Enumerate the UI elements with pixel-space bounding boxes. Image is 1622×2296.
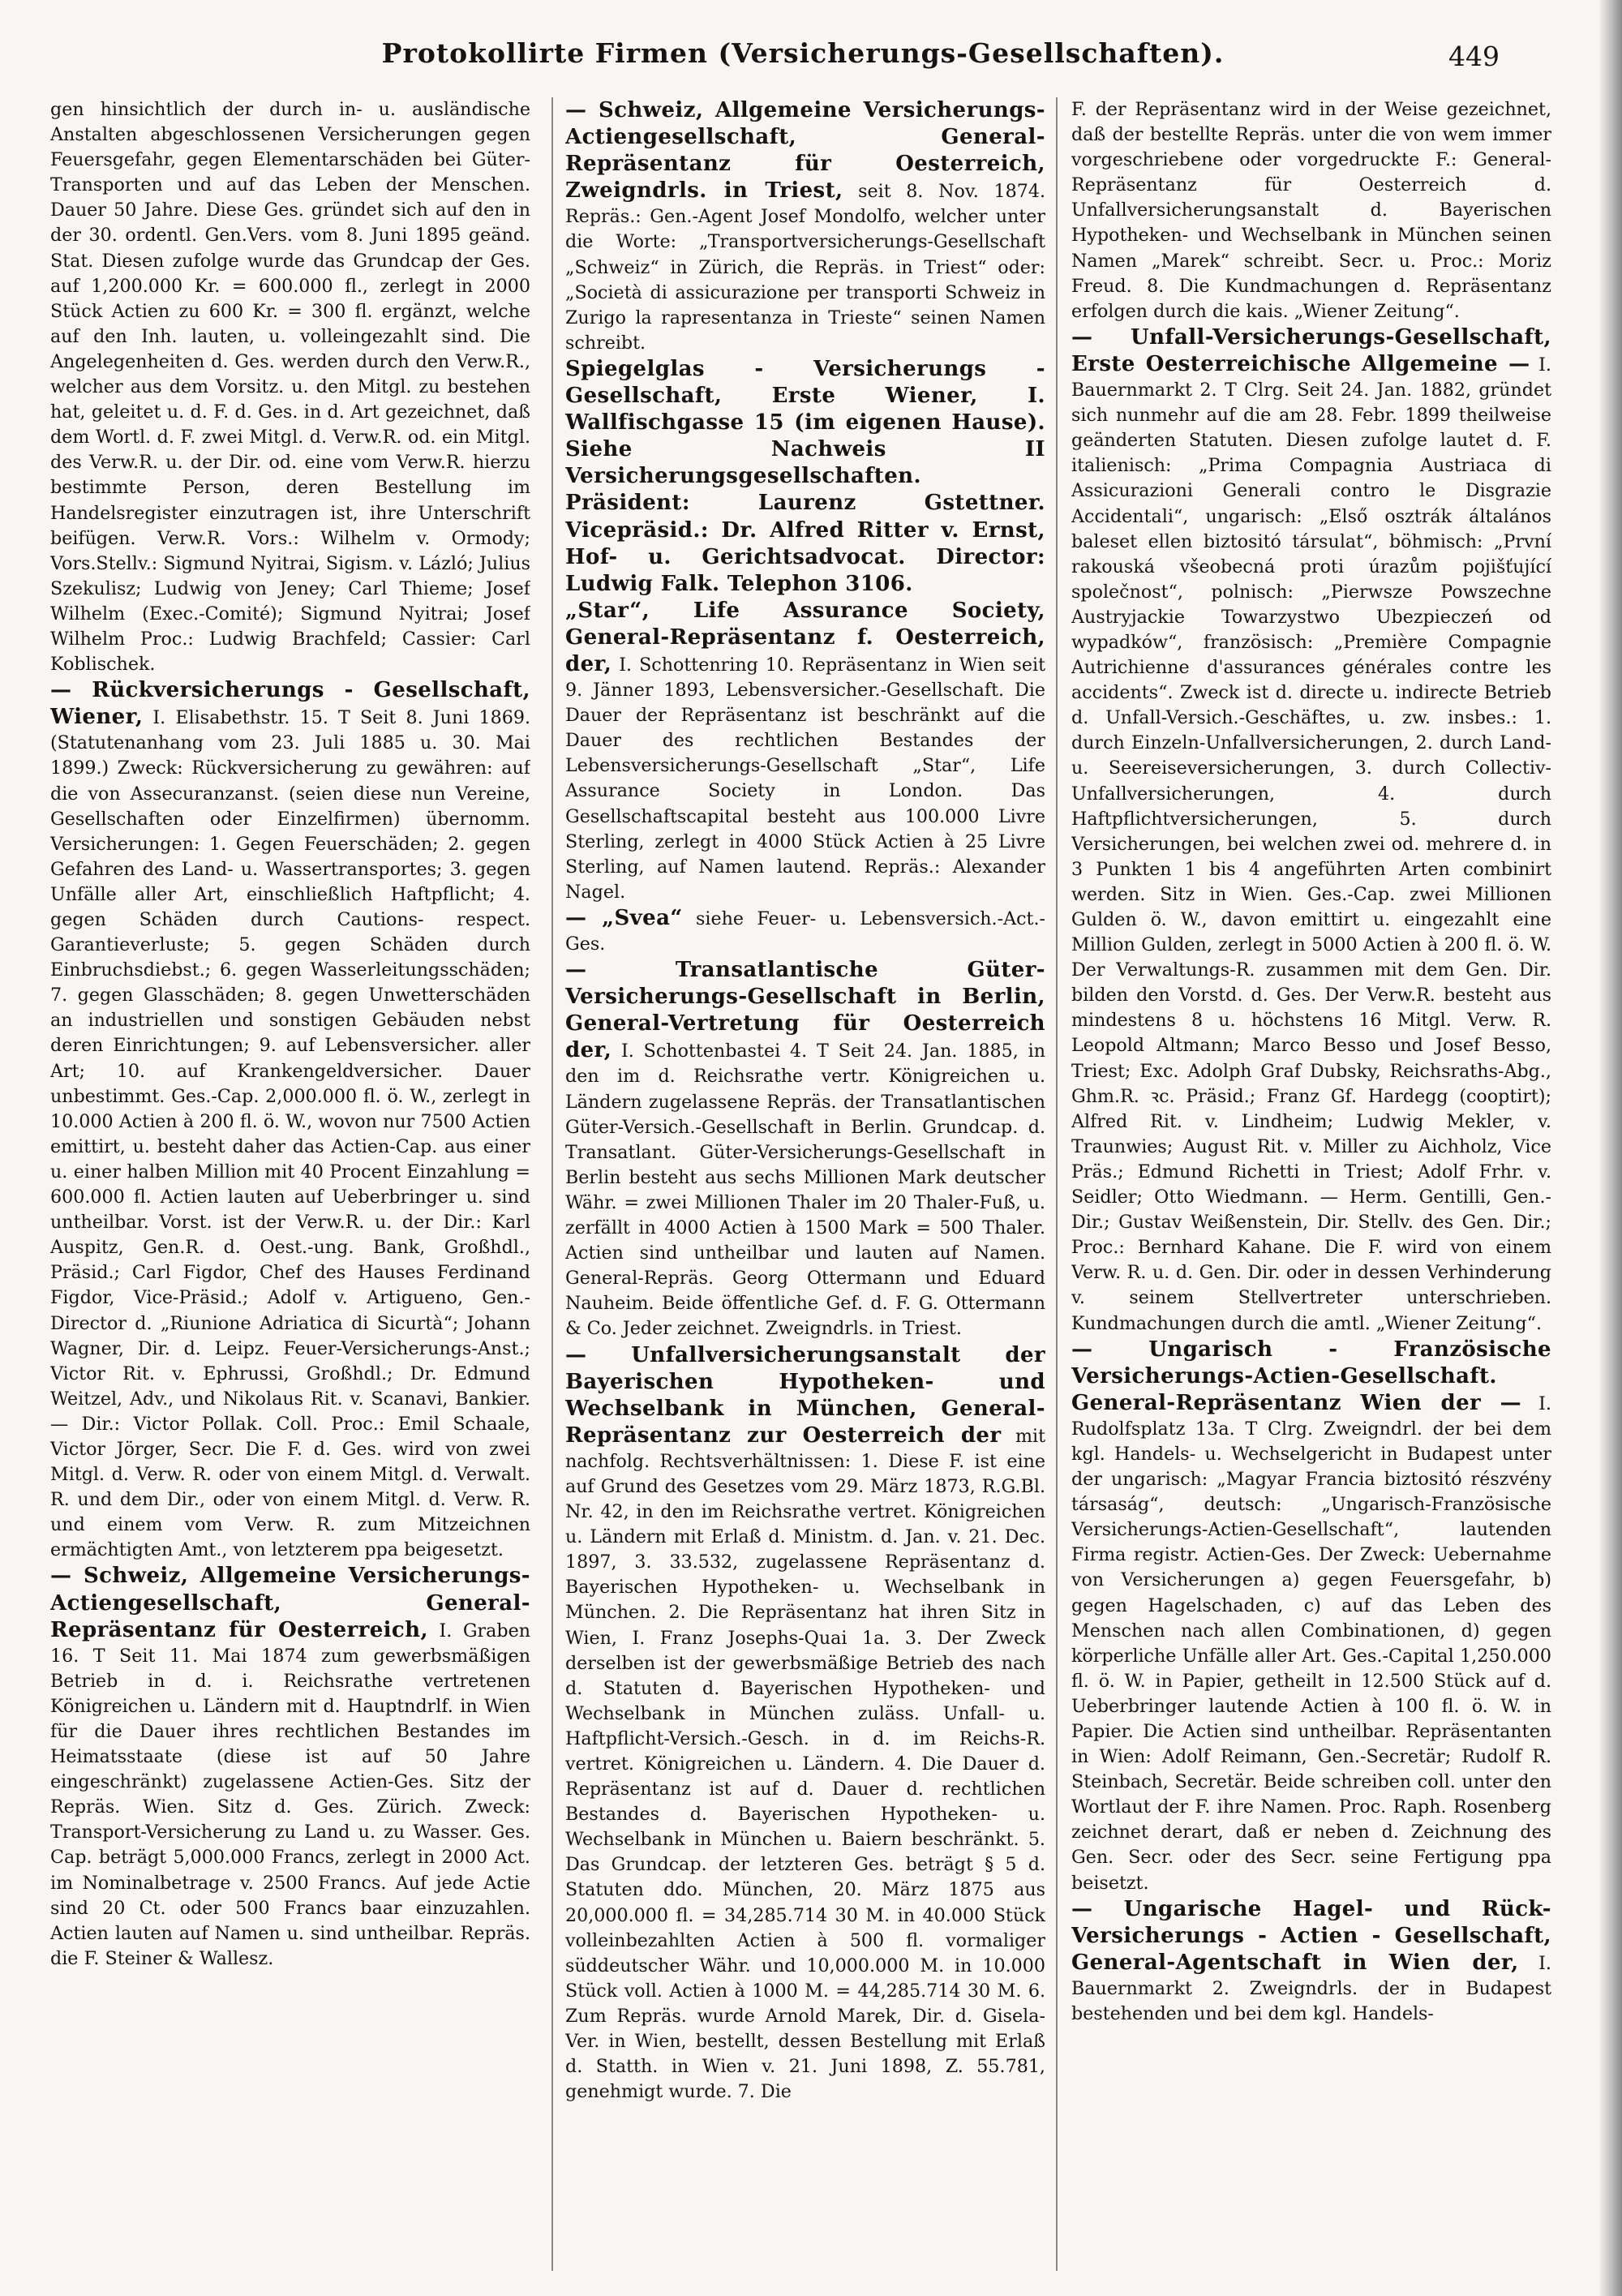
firm-name: — Unfall-Versicherungs-Gesellschaft, Erste Oesterreichische Allgemeine — (1071, 324, 1551, 376)
firm-entry (50, 677, 530, 1563)
firm-name: — Ungarische Hagel- und Rück-Versicherungs - Actien - Gesellschaft, General-Agentschaft in Wien der, (1071, 1896, 1551, 1975)
firm-details: mit nachfolg. Rechtsverhältnissen: 1. Diese F. ist eine auf Grund des Gesetzes vom 29. März 1873, R.G.Bl. Nr. 42, in den im Reichsrathe vertret. Königreichen u. Ländern mit Erlaß d. Ministm. d. Jan. v. 21. Dec. 1897, 3. 33.532, zugelassene Repräsentanz d. Bayerischen Hypotheken- u. Wechselbank in München. 2. Die Repräsentanz hat ihren Sitz in Wien, I. Franz Josephs-Quai 1a. 3. Der Zweck derselben ist der gewerbsmäßige Betrieb des nach d. Statuten d. Bayerischen Hypotheken- und Wechselbank in München zuläss. Unfall- u. Haftpflicht-Versich.-Gesch. in d. im Reichs-R. vertret. Königreichen u. Ländern. 4. Die Dauer d. Repräsentanz ist auf d. Dauer d. rechtlichen Bestandes d. Bayerischen Hypotheken- u. Wechselbank in München u. Baiern beschränkt. 5. Das Grundcap. der letzteren Ges. beträgt § 5 d. Statuten ddo. München, 20. März 1875 aus 20,000.000 fl. = 34,285.714 30 M. in 40.000 Stück volleinbezahlten Actien à 500 fl. vormaliger süddeutscher Währ. und 10,000.000 M. in 10.000 Stück voll. Actien à 1000 M. = 44,285.714 30 M. 6. Zum Repräs. wurde Arnold Marek, Dir. d. Gisela-Ver. in Wien, bestellt, dessen Bestellung mit Erlaß d. Statth. in Wien v. 21. Juni 1898, Z. 55.781, genehmigt wurde. 7. Die (565, 1425, 1045, 2103)
page-number: 449 (1448, 41, 1500, 72)
firm-name: — Ungarisch - Französische Versicherungs-Actien-Gesellschaft. General-Repräsentanz Wien der — (1071, 1337, 1551, 1415)
firm-name: — „Svea“ (565, 905, 683, 930)
firm-entry (50, 1563, 530, 1972)
page-edge-shadow (1599, 0, 1622, 2296)
page-header: Protokollirte Firmen (Versicherungs-Gesellschaften). (381, 37, 1225, 69)
firm-entry (1071, 1337, 1551, 1896)
firm-name: — Schweiz, Allgemeine Versicherungs-Actiengesellschaft, General-Repräsentanz für Oesterreich, Zweigndrls. in Triest, (565, 98, 1045, 204)
firm-details: I. Bauernmarkt 2. Zweigndrls. der in Budapest bestehenden und bei dem kgl. Handels- (1071, 1952, 1551, 2025)
firm-name: — Rückversicherungs - Gesellschaft, Wiener, (50, 678, 530, 730)
firm-details: I. Schottenbastei 4. T Seit 24. Jan. 1885, in den im d. Reichsrathe vertr. Königreichen u. Ländern zugelassene Repräs. der Transatlantischen Güter-Versich.-Gesellschaft in Berlin. Grundcap. d. Transatlant. Güter-Versicherungs-Gesellschaft in Berlin besteht aus sechs Millionen Mark deutscher Währ. = zwei Millionen Thaler im 20 Thaler-Fuß, u. zerfällt in 4000 Actien à 1500 Mark = 500 Thaler. Actien sind untheilbar und lauten auf Namen. General-Repräs. Georg Ottermann und Eduard Nauheim. Beide öffentliche Gef. d. F. G. Ottermann & Co. Jeder zeichnet. Zweigndrls. in Triest. (565, 1041, 1045, 1340)
firm-entry (565, 957, 1045, 1341)
column-middle (565, 97, 1045, 2279)
firm-name: — Schweiz, Allgemeine Versicherungs-Actiengesellschaft, General-Repräsentanz für Oesterreich, (50, 1564, 530, 1642)
firm-entry (1071, 1896, 1551, 2027)
firm-entry (565, 905, 1045, 957)
firm-name: Spiegelglas - Versicherungs - Gesellschaft, Erste Wiener, I. Wallfischgasse 15 (im eigenen Hause). Siehe Nachweis II Versicherungsgesellschaften. Präsident: Laurenz Gstettner. Vicepräsid.: Dr. Alfred Ritter v. Ernst, Hof- u. Gerichtsadvocat. Director: Ludwig Falk. Telephon 3106. (565, 356, 1045, 596)
column-rule (551, 97, 553, 2271)
firm-entry (1071, 324, 1551, 1337)
firm-details: I. Rudolfsplatz 13a. T Clrg. Zweigndrl. der bei dem kgl. Handels- u. Wechselgericht in Budapest unter der ungarisch: „Magyar Francia biztositó részvény társaság“, deutsch: „Ungarisch-Französische Versicherungs-Actien-Gesellschaft“, lautenden Firma registr. Actien-Ges. Der Zweck: Uebernahme von Versicherungen a) gegen Feuersgefahr, b) gegen Hagelschaden, c) auf das Leben des Menschen nach allen Combinationen, d) gegen körperliche Unfälle aller Art. Ges.-Capital 1,250.000 fl. ö. W. in Papier, getheilt in 12.500 Stück auf d. Ueberbringer lautende Actien à 100 fl. ö. W. in Papier. Die Actien sind untheilbar. Repräsentanten in Wien: Adolf Reimann, Gen.-Secretär; Rudolf R. Steinbach, Secretär. Beide schreiben coll. unter den Wortlaut der F. ihre Namen. Proc. Raph. Rosenberg zeichnet derart, daß er neben d. Zeichnung des Gen. Secr. oder des Secr. seine Fertigung ppa beisetzt. (1071, 1393, 1551, 1894)
firm-name: — Unfallversicherungsanstalt der Bayerischen Hypotheken- und Wechselbank in München, General-Repräsentanz zur Oesterreich der (565, 1342, 1045, 1448)
column-rule (1056, 97, 1058, 2271)
firm-name: „Star“, Life Assurance Society, General-Repräsentanz f. Oesterreich, der, (565, 598, 1045, 676)
firm-details: I. Elisabethstr. 15. T Seit 8. Juni 1869. (Statutenanhang vom 23. Juli 1885 u. 30. Mai 1899.) Zweck: Rückversicherung zu gewähren: auf die von Assecuranzanst. (seien diese nun Vereine, Gesellschaften oder Einzelfirmen) übernomm. Versicherungen: 1. Gegen Feuerschäden; 2. gegen Gefahren des Land- u. Wassertransportes; 3. gegen Unfälle aller Art, einschließlich Haftpflicht; 4. gegen Schäden durch Cautions- respect. Garantieverluste; 5. gegen Schäden durch Einbruchsdiebst.; 6. gegen Wasserleitungsschäden; 7. gegen Glasschäden; 8. gegen Unwetterschäden an industriellen und sonstigen Gebäuden nebst deren Einrichtungen; 9. auf Lebensversicher. aller Art; 10. auf Krankengeldversicher. Dauer unbestimmt. Ges.-Cap. 2,000.000 fl. ö. W., zerlegt in 10.000 Actien à 200 fl. ö. W., wovon nur 7500 Actien emittirt, u. besteht daher das Actien-Cap. aus einer u. einer halben Million mit 40 Procent Einzahlung = 600.000 fl. Actien lauten auf Ueberbringer u. sind untheilbar. Vorst. ist der Verw.R. u. der Dir.: Karl Auspitz, Gen.R. d. Oest.-ung. Bank, Großhdl., Präsid.; Carl Figdor, Chef des Hauses Ferdinand Figdor, Vice-Präsid.; Adolf v. Artigueno, Gen.-Director d. „Riunione Adriatica di Sicurtà“; Johann Wagner, Dir. d. Leipz. Feuer-Versicherungs-Anst.; Victor Rit. v. Ephrussi, Großhdl.; Dr. Edmund Weitzel, Adv., und Nikolaus Rit. v. Scanavi, Bankier. — Dir.: Victor Pollak. Coll. Proc.: Emil Schaale, Victor Jörger, Secr. Die F. d. Ges. wird von zwei Mitgl. d. Verw. R. oder von einem Mitgl. d. Verwalt. R. und dem Dir., oder von einem Mitgl. d. Verw. R. und einem vom Verw. R. zum Mitzeichnen ermächtigten Amt., von letzterem ppa beigesetzt. (50, 707, 530, 1561)
firm-name: — Transatlantische Güter-Versicherungs-Gesellschaft in Berlin, General-Vertretung für Oesterreich der, (565, 958, 1045, 1063)
firm-details: seit 8. Nov. 1874. Repräs.: Gen.-Agent Josef Mondolfo, welcher unter die Worte: „Transportversicherungs-Gesellschaft „Schweiz“ in Zürich, die Repräs. in Triest“ oder: „Società di assicurazione per transporti Schweiz in Zurigo la rapresentanza in Trieste“ seinen Namen schreibt. (565, 181, 1045, 354)
firm-entry (565, 598, 1045, 905)
firm-details: I. Schottenring 10. Repräsentanz in Wien seit 9. Jänner 1893, Lebensversicher.-Gesellschaft. Die Dauer der Repräsentanz ist beschränkt auf die Dauer des rechtlichen Bestandes der Lebensversicherungs-Gesellschaft „Star“, Life Assurance Society in London. Das Gesellschaftscapital besteht aus 100.000 Livre Sterling, zerlegt in 4000 Stück Actien à 25 Livre Sterling, auf Namen lautend. Repräs.: Alexander Nagel. (565, 654, 1045, 903)
firm-entry (565, 356, 1045, 598)
continuation-text: F. der Repräsentanz wird in der Weise gezeichnet, daß der bestellte Repräs. unter die von wem immer vorgeschriebene oder vorgedruckte F.: General-Repräsentanz für Oesterreich d. Unfallversicherungsanstalt d. Bayerischen Hypotheken- und Wechselbank in München seinen Namen „Marek“ schreibt. Secr. u. Proc.: Moriz Freud. 8. Die Kundmachungen d. Repräsentanz erfolgen durch die kais. „Wiener Zeitung“. (1071, 99, 1551, 322)
column-right (1071, 97, 1551, 2279)
firm-entry (565, 1342, 1045, 2105)
firm-details: I. Bauernmarkt 2. T Clrg. Seit 24. Jan. 1882, gründet sich nunmehr auf die am 28. Febr. 1899 theilweise geänderten Statuten. Diesen zufolge lautet d. F. italienisch: „Prima Compagnia Austriaca di Assicurazioni Generali contro le Disgrazie Accidentali“, ungarisch: „Első osztrák általános baleset ellen biztositó társulat“, böhmisch: „První rakouská všeobecná proti úrazům pojišťující společnost“, polnisch: „Pierwsze Powszechne Austryjackie Towarzystwo Ubezpieczeń od wypadków“, französisch: „Première Compagnie Autrichienne d'assurances générales contre les accidents“. Zweck ist d. directe u. indirecte Betrieb d. Unfall-Versich.-Geschäftes, u. zw. insbes.: 1. durch Einzeln-Unfallversicherungen, 2. durch Land- u. Seereiseversicherungen, 3. durch Collectiv-Unfallversicherungen, 4. durch Haftpflichtversicherungen, 5. durch Versicherungen, bei welchen zwei od. mehrere d. in 3 Punkten 1 bis 4 angeführten Arten combinirt werden. Sitz in Wien. Ges.-Cap. zwei Millionen Gulden ö. W., davon emittirt u. eingezahlt eine Million Gulden, zerlegt in 5000 Actien à 200 fl. ö. W. Der Verwaltungs-R. zusammen mit dem Gen. Dir. bilden den Vorstd. d. Ges. Der Verw.R. besteht aus mindestens 8 u. höchstens 16 Mitgl. Verw. R. Leopold Altmann; Marco Besso und Josef Besso, Triest; Exc. Adolph Graf Dubsky, Reichsraths-Abg., Ghm.R. ꝛc. Präsid.; Franz Gf. Hardegg (cooptirt); Alfred Rit. v. Lindheim; Ludwig Mekler, v. Traunwies; August Rit. v. Miller zu Aichholz, Vice Präs.; Edmund Richetti in Triest; Adolf Frhr. v. Seidler; Otto Wiedmann. — Herm. Gentilli, Gen.-Dir.; Gustav Weißenstein, Dir. Stellv. des Gen. Dir.; Proc.: Bernhard Kahane. Die F. wird von einem Verw. R. u. d. Gen. Dir. oder in dessen Verhinderung v. seinem Stellvertreter unterschrieben. Kundmachungen durch die amtl. „Wiener Zeitung“. (1071, 354, 1551, 1334)
column-left (50, 97, 530, 2279)
firm-entry (565, 97, 1045, 356)
firm-details: siehe Feuer- u. Lebensversich.-Act.-Ges. (565, 908, 1045, 955)
continuation-text: gen hinsichtlich der durch in- u. ausländische Anstalten abgeschlossenen Versicherungen gegen Feuersgefahr, gegen Elementarschäden bei Güter-Transporten und auf das Leben der Menschen. Dauer 50 Jahre. Diese Ges. gründet sich auf den in der 30. ordentl. Gen.Vers. vom 8. Juni 1895 geänd. Stat. Diesen zufolge wurde das Grundcap der Ges. auf 1,200.000 Kr. = 600.000 fl., zerlegt in 2000 Stück Actien zu 600 Kr. = 300 fl. ergänzt, welche auf den Inh. lauten, u. volleingezahlt sind. Die Angelegenheiten d. Ges. werden durch den Verw.R., welcher aus dem Vorsitz. u. den Mitgl. zu bestehen hat, geleitet u. d. F. d. Ges. in d. Art gezeichnet, daß dem Wortl. d. F. zwei Mitgl. d. Verw.R. od. ein Mitgl. des Verw.R. u. der Dir. od. eine vom Verw.R. hierzu bestimmte Person, deren Bestellung im Handelsregister einzutragen ist, ihre Unterschrift beifügen. Verw.R. Vors.: Wilhelm v. Ormody; Vors.Stellv.: Sigmund Nyitrai, Sigism. v. Lázló; Julius Szekulisz; Ludwig von Jeney; Carl Thieme; Josef Wilhelm (Exec.-Comité); Sigmund Nyitrai; Josef Wilhelm Proc.: Ludwig Brachfeld; Cassier: Carl Koblischek. (50, 99, 530, 676)
firm-details: I. Graben 16. T Seit 11. Mai 1874 zum gewerbsmäßigen Betrieb in d. i. Reichsrathe vertretenen Königreichen u. Ländern mit d. Hauptndrlf. in Wien für die Dauer ihres rechtlichen Bestandes im Heimatsstaate (diese ist auf 50 Jahre eingeschränkt) zugelassene Actien-Ges. Sitz der Repräs. Wien. Sitz d. Ges. Zürich. Zweck: Transport-Versicherung zu Land u. zu Wasser. Ges. Cap. beträgt 5,000.000 Francs, zerlegt in 2000 Act. im Nominalbetrage v. 2500 Francs. Auf jede Actie sind 20 Ct. oder 500 Francs baar einzuzahlen. Actien lauten auf Namen u. sind untheilbar. Repräs. die F. Steiner & Wallesz. (50, 1620, 530, 1969)
